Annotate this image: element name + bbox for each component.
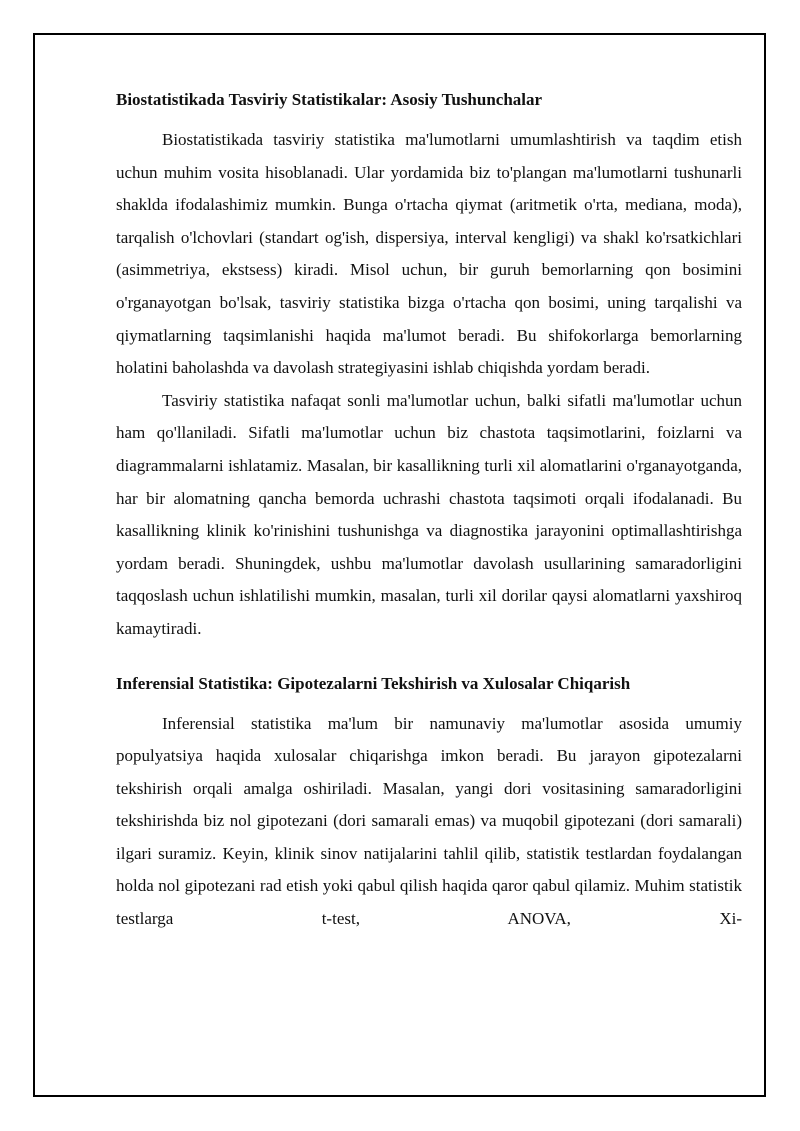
- section-heading-inferential: Inferensial Statistika: Gipotezalarni Tekshirish va Xulosalar Chiqarish: [116, 673, 631, 693]
- paragraph-descriptive-1: Biostatistikada tasviriy statistika ma'lumotlarni umumlashtirish va taqdim etish uchun muhim vosita hisoblanadi. Ular yordamida biz to'plangan ma'lumotlarni tushunarli shaklda ifodalashimiz mumkin. Bunga o'rtacha qiymat (aritmetik o'rta, mediana, moda), tarqalish o'lchovlari (standart og'ish, dispersiya, interval kengligi) va shakl ko'rsatkichlari (asimmetriya, ekstsess) kiradi. Misol uchun, bir guruh bemorlarning qon bosimini o'rganayotgan bo'lsak, tasviriy statistika bizga o'rtacha qon bosimi, uning tarqalishi va qiymatlarning taqsimlanishi haqida ma'lumot beradi. Bu shifokorlarga bemorlarning holatini baholashda va davolash strategiyasini ishlab chiqishda yordam beradi.: [116, 130, 742, 378]
- section-heading-descriptive: Biostatistikada Tasviriy Statistikalar: Asosiy Tushunchalar: [116, 90, 543, 109]
- paragraph-descriptive-2: Tasviriy statistika nafaqat sonli ma'lumotlar uchun, balki sifatli ma'lumotlar uchun ham qo'llaniladi. Sifatli ma'lumotlar uchun biz chastota taqsimotlarini, foizlarni va diagrammalarni ishlatamiz. Masalan, bir kasallikning turli xil alomatlarini o'rganayotganda, har bir alomatning qancha bemorda uchrashi chastota taqsimoti orqali ifodalanadi. Bu kasallikning klinik ko'rinishini tushunishga va diagnostika jarayonini optimallashtirishga yordam beradi. Shuningdek, ushbu ma'lumotlar davolash usullarining samaradorligini taqqoslash uchun ishlatilishi mumkin, masalan, turli xil dorilar qaysi alomatlarni yaxshiroq kamaytiradi.: [116, 390, 742, 638]
- document-body: [116, 84, 742, 936]
- paragraph-inferential-1: Inferensial statistika ma'lum bir namunaviy ma'lumotlar asosida umumiy populyatsiya haqida xulosalar chiqarishga imkon beradi. Bu jarayon gipotezalarni tekshirish orqali amalga oshiriladi. Masalan, yangi dori vositasining samaradorligini tekshirishda biz nol gipotezani (dori samarali emas) va muqobil gipotezani (dori samarali) ilgari suramiz. Keyin, klinik sinov natijalarini tahlil qilib, statistik testlardan foydalangan holda nol gipotezani rad etish yoki qabul qilish haqida qaror qabul qilamiz. Muhim statistik testlarga t-test, ANOVA, Xi-: [116, 713, 742, 929]
